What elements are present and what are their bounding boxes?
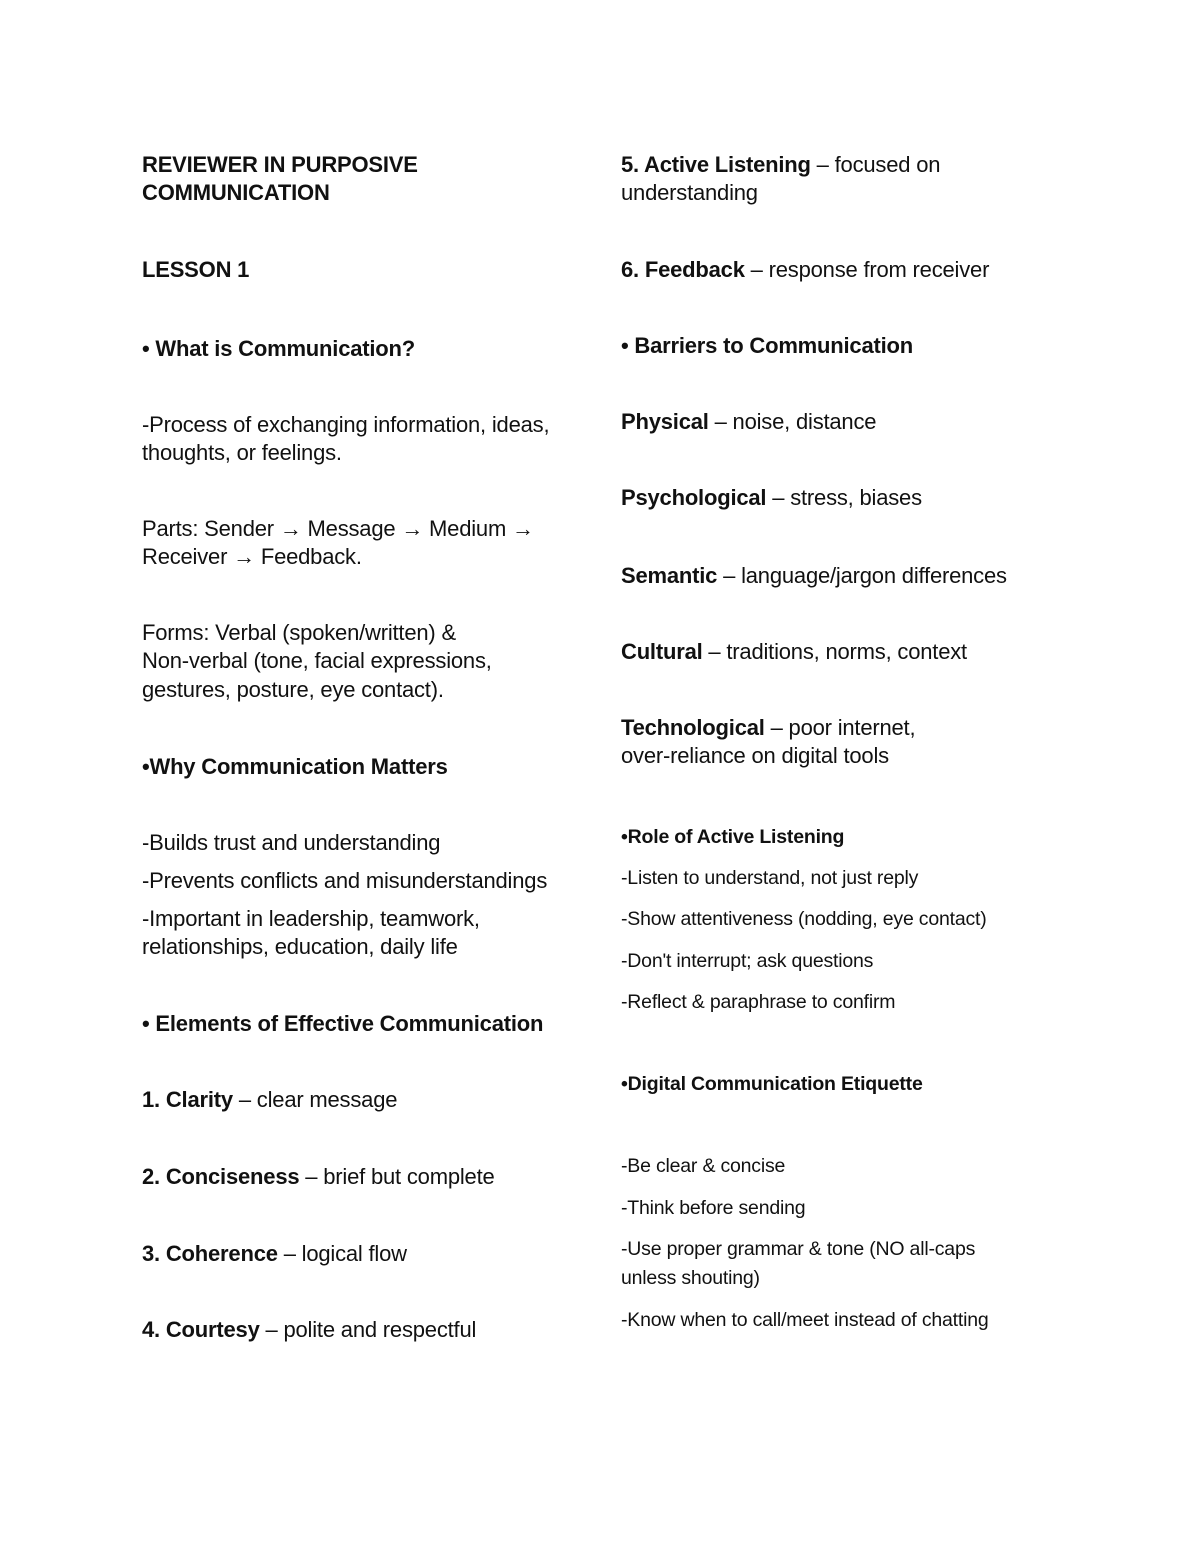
definition-line-1: -Process of exchanging information, ideas, (142, 412, 550, 437)
barrier-item (621, 408, 876, 436)
barrier-desc: – traditions, norms, context (702, 639, 967, 664)
element-desc: – clear message (232, 1087, 398, 1112)
element-term: 3. Coherence (142, 1241, 278, 1266)
forms-line-1: Forms: Verbal (spoken/written) & (142, 620, 456, 645)
parts-line-2: Receiver → Feedback. (142, 544, 362, 569)
element-desc: – polite and respectful (259, 1317, 477, 1342)
barrier-term: Technological (621, 715, 765, 740)
element-desc: – response from receiver (744, 257, 990, 282)
barrier-term: Psychological (621, 485, 767, 510)
digital-item-1: -Be clear & concise (621, 1155, 786, 1177)
listening-item: -Don't interrupt; ask questions (621, 950, 874, 972)
why-item-2: -Prevents conflicts and misunderstandings (142, 868, 548, 893)
why-item-3-line-1: -Important in leadership, teamwork, (142, 906, 480, 931)
barrier-desc: – noise, distance (708, 409, 877, 434)
element-term: 1. Clarity (142, 1087, 233, 1112)
element-term: 2. Conciseness (142, 1164, 300, 1189)
parts-line-1: Parts: Sender → Message → Medium → (142, 516, 534, 541)
elements-heading: • Elements of Effective Communication (142, 1011, 544, 1036)
why-item-3-line-2: relationships, education, daily life (142, 934, 458, 959)
element-item (621, 151, 940, 179)
barrier-item (621, 484, 922, 512)
barriers-heading: • Barriers to Communication (621, 333, 914, 358)
element-item (142, 1240, 407, 1268)
barrier-desc-line-2: over-reliance on digital tools (621, 743, 889, 768)
lesson-label: LESSON 1 (142, 257, 250, 282)
barrier-desc: – poor internet, (764, 715, 916, 740)
barrier-term: Cultural (621, 639, 703, 664)
doc-title-line-2: COMMUNICATION (142, 180, 330, 205)
listening-item: -Show attentiveness (nodding, eye contact) (621, 908, 987, 930)
element-term: 4. Courtesy (142, 1317, 260, 1342)
element-desc: – focused on (810, 152, 941, 177)
element-desc: – brief but complete (299, 1164, 495, 1189)
element-term: 5. Active Listening (621, 152, 811, 177)
digital-item-3-line-2: unless shouting) (621, 1267, 760, 1289)
listening-heading: •Role of Active Listening (621, 826, 845, 848)
what-heading: • What is Communication? (142, 336, 416, 361)
barrier-term: Semantic (621, 563, 718, 588)
element-desc-line-2: understanding (621, 180, 758, 205)
digital-item-2: -Think before sending (621, 1197, 806, 1219)
barrier-item (621, 562, 1007, 590)
barrier-term: Physical (621, 409, 709, 434)
why-item-1: -Builds trust and understanding (142, 830, 441, 855)
digital-item-4: -Know when to call/meet instead of chatting (621, 1309, 989, 1331)
barrier-desc: – language/jargon differences (717, 563, 1007, 588)
barrier-desc: – stress, biases (766, 485, 922, 510)
element-item (621, 256, 989, 284)
barrier-item (621, 714, 915, 742)
digital-heading: •Digital Communication Etiquette (621, 1073, 923, 1095)
why-heading: •Why Communication Matters (142, 754, 448, 779)
barrier-item (621, 638, 967, 666)
element-item (142, 1086, 397, 1114)
forms-line-3: gestures, posture, eye contact). (142, 677, 444, 702)
listening-item: -Reflect & paraphrase to confirm (621, 991, 896, 1013)
forms-line-2: Non-verbal (tone, facial expressions, (142, 648, 492, 673)
definition-line-2: thoughts, or feelings. (142, 440, 342, 465)
doc-title-line-1: REVIEWER IN PURPOSIVE (142, 152, 418, 177)
listening-item: -Listen to understand, not just reply (621, 867, 919, 889)
element-item (142, 1163, 495, 1191)
element-desc: – logical flow (277, 1241, 407, 1266)
element-term: 6. Feedback (621, 257, 745, 282)
digital-item-3-line-1: -Use proper grammar & tone (NO all-caps (621, 1238, 976, 1260)
element-item (142, 1316, 476, 1344)
